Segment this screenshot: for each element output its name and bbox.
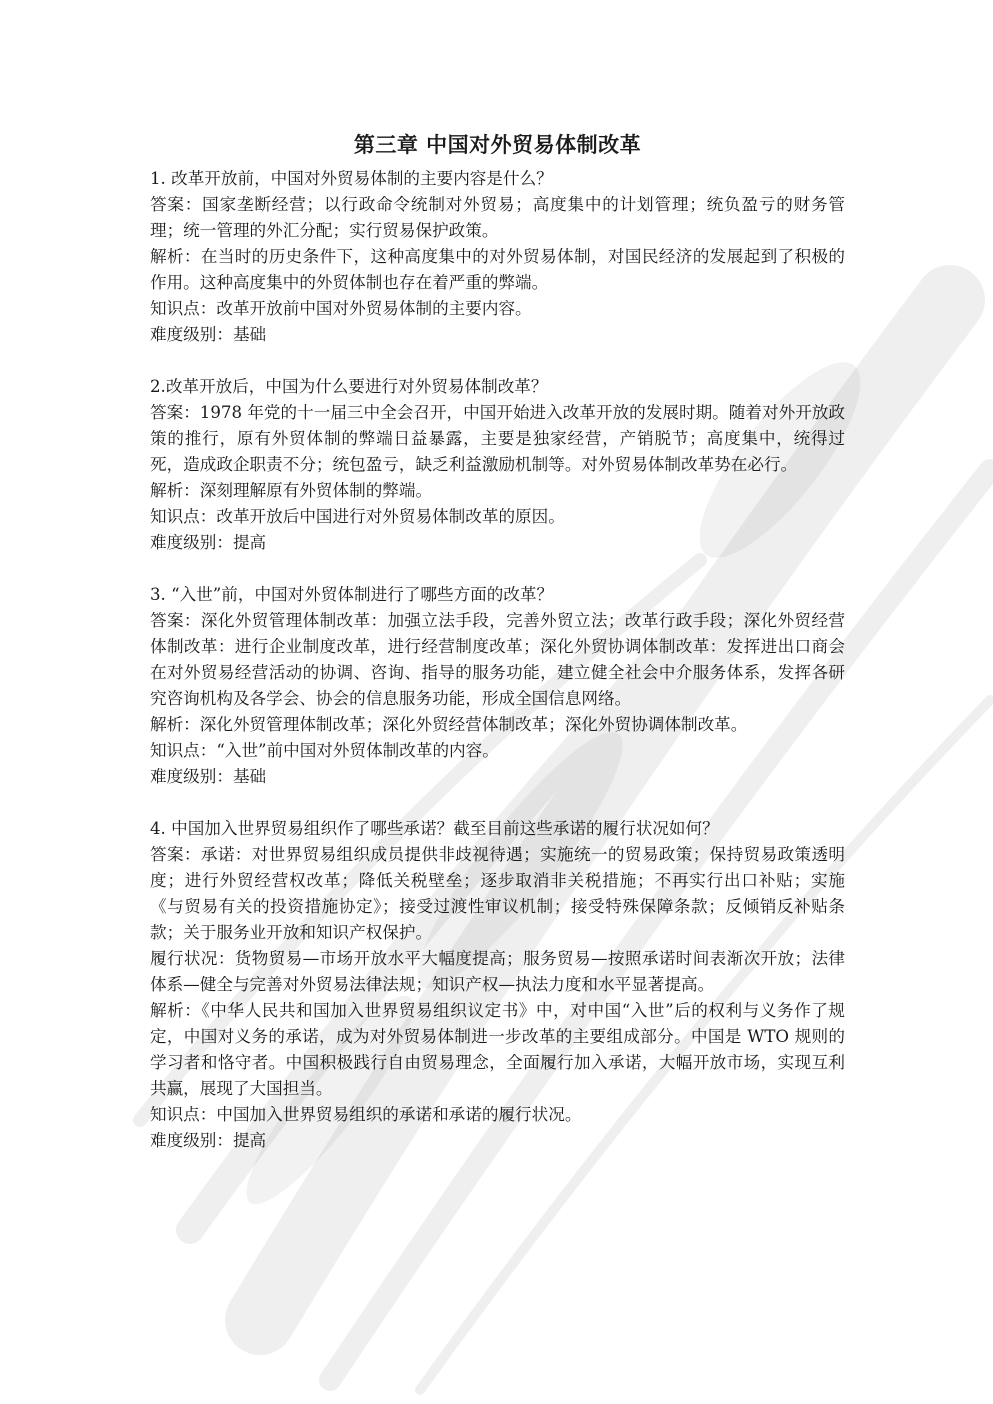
- question-3: 3. “入世”前，中国对外贸体制进行了哪些方面的改革？: [150, 585, 554, 604]
- analysis-4: 解析：《中华人民共和国加入世界贸易组织议定书》中，对中国“入世”后的权利与义务作了规定，中国对义务的承诺，成为对外贸易体制进一步改革的主要组成部分。中国是 WTO 规则的学习者和恪守者。中国积极践行自由贸易理念，全面履行加入承诺，大幅开放市场，实现互利共赢，展现了大国担当。: [150, 1001, 845, 1098]
- difficulty-4: 难度级别：提高: [150, 1131, 267, 1150]
- answer-3: 答案：深化外贸管理体制改革：加强立法手段，完善外贸立法；改革行政手段；深化外贸经营体制改革：进行企业制度改革，进行经营制度改革；深化外贸协调体制改革：发挥进出口商会在对外贸易经营活动的协调、咨询、指导的服务功能，建立健全社会中介服务体系，发挥各研究咨询机构及各学会、协会的信息服务功能，形成全国信息网络。: [150, 611, 845, 708]
- analysis-1: 解析：在当时的历史条件下，这种高度集中的对外贸易体制，对国民经济的发展起到了积极的作用。这种高度集中的外贸体制也存在着严重的弊端。: [150, 247, 845, 292]
- qa-block-2: [150, 374, 845, 556]
- performance-4: 履行状况：货物贸易—市场开放水平大幅度提高；服务贸易—按照承诺时间表渐次开放；法律体系—健全与完善对外贸易法律法规；知识产权—执法力度和水平显著提高。: [150, 949, 845, 994]
- knowledge-point-4: 知识点：中国加入世界贸易组织的承诺和承诺的履行状况。: [150, 1105, 582, 1124]
- qa-block-3: [150, 582, 845, 790]
- analysis-3: 解析：深化外贸管理体制改革；深化外贸经营体制改革；深化外贸协调体制改革。: [150, 715, 748, 734]
- chapter-title: 第三章 中国对外贸易体制改革: [353, 133, 642, 157]
- answer-1: 答案：国家垄断经营；以行政命令统制对外贸易；高度集中的计划管理；统负盈亏的财务管理；统一管理的外汇分配；实行贸易保护政策。: [150, 195, 845, 240]
- question-2: 2.改革开放后，中国为什么要进行对外贸易体制改革？: [150, 377, 548, 396]
- qa-block-4: [150, 816, 845, 1154]
- document-page: [150, 128, 845, 1180]
- difficulty-3: 难度级别：基础: [150, 767, 267, 786]
- question-4: 4. 中国加入世界贸易组织作了哪些承诺？截至目前这些承诺的履行状况如何？: [150, 819, 719, 838]
- knowledge-point-2: 知识点：改革开放后中国进行对外贸易体制改革的原因。: [150, 507, 565, 526]
- question-1: 1. 改革开放前，中国对外贸易体制的主要内容是什么？: [150, 169, 553, 188]
- difficulty-2: 难度级别：提高: [150, 533, 267, 552]
- knowledge-point-3: 知识点：“入世”前中国对外贸体制改革的内容。: [150, 741, 499, 760]
- difficulty-1: 难度级别：基础: [150, 325, 267, 344]
- analysis-2: 解析：深刻理解原有外贸体制的弊端。: [150, 481, 433, 500]
- answer-4: 答案：承诺：对世界贸易组织成员提供非歧视待遇；实施统一的贸易政策；保持贸易政策透明度；进行外贸经营权改革；降低关税壁垒；逐步取消非关税措施；不再实行出口补贴；实施《与贸易有关的投资措施协定》；接受过渡性审议机制；接受特殊保障条款；反倾销反补贴条款；关于服务业开放和知识产权保护。: [150, 845, 845, 942]
- answer-2: 答案：1978 年党的十一届三中全会召开，中国开始进入改革开放的发展时期。随着对外开放政策的推行，原有外贸体制的弊端日益暴露，主要是独家经营，产销脱节；高度集中，统得过死，造成政企职责不分；统包盈亏，缺乏利益激励机制等。对外贸易体制改革势在必行。: [150, 403, 845, 474]
- qa-block-1: [150, 166, 845, 348]
- knowledge-point-1: 知识点：改革开放前中国对外贸易体制的主要内容。: [150, 299, 532, 318]
